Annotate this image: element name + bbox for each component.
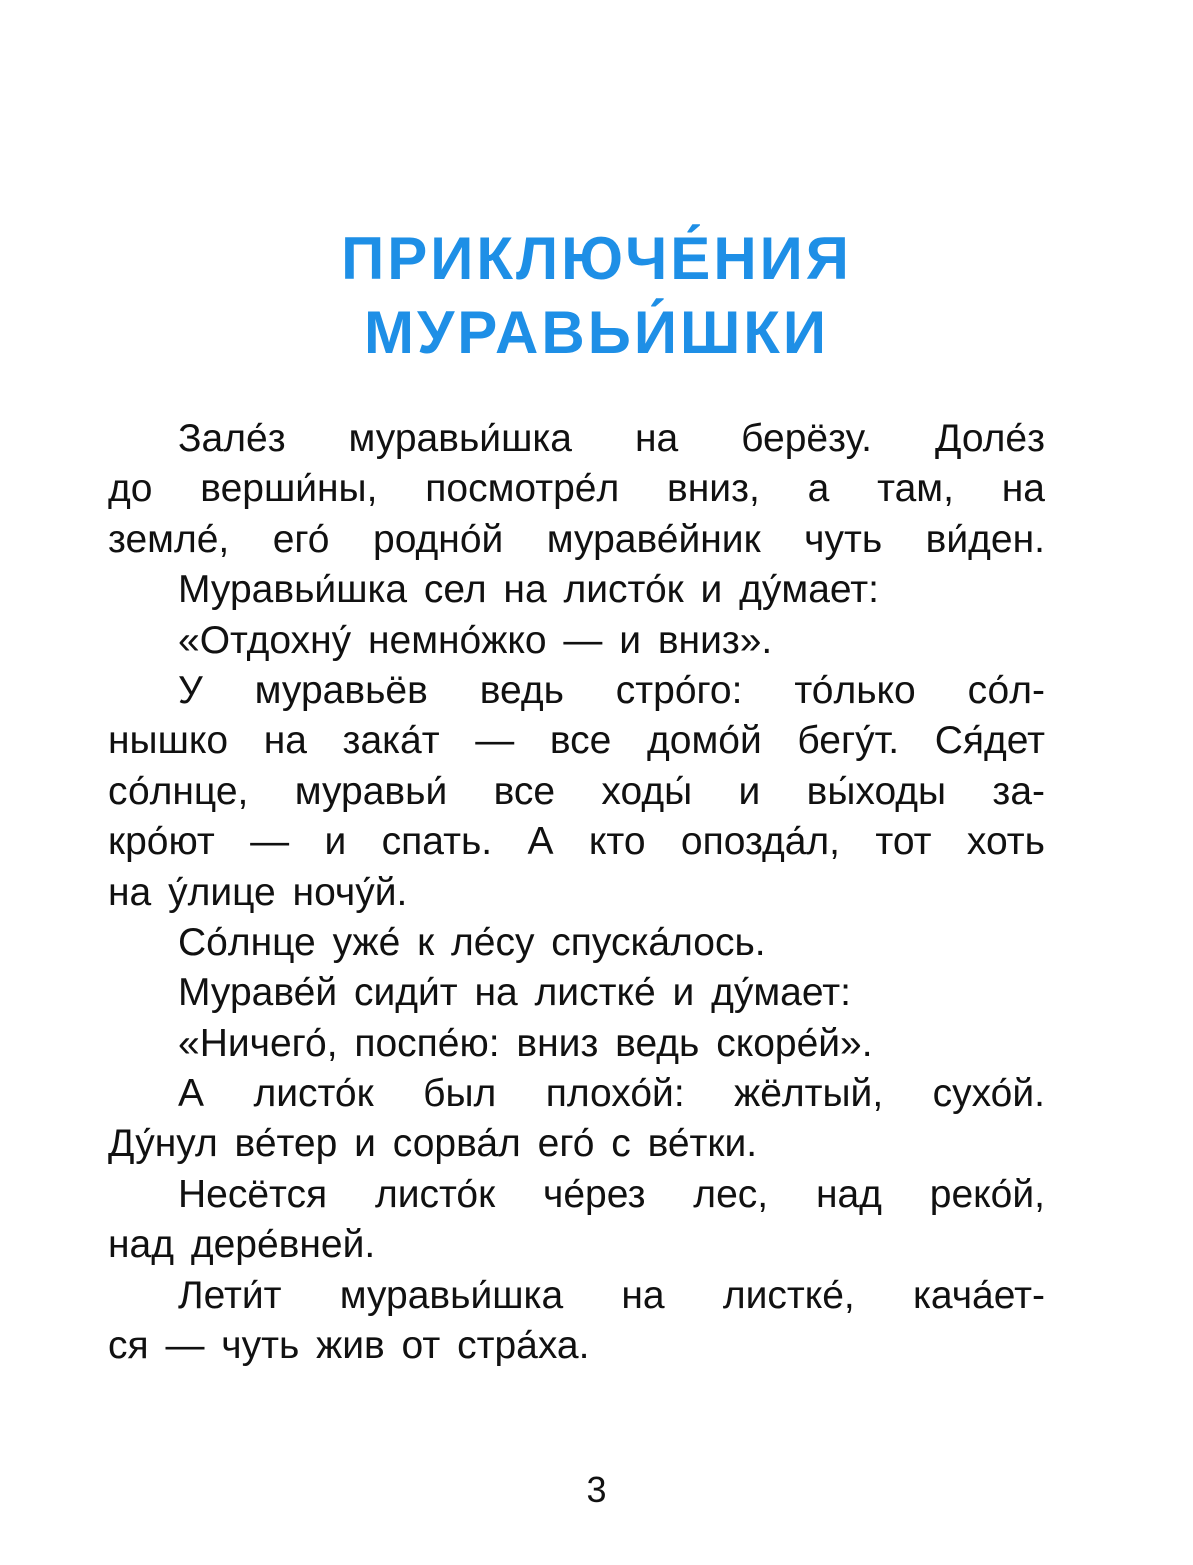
story-line: А листо́к был плохо́й: жёлтый, сухо́й. [178,1072,1045,1116]
story-line: над дере́вней. [108,1223,376,1267]
story-line: земле́, его́ родно́й мураве́йник чуть ви́ден. [108,517,1045,561]
story-line: со́лнце, муравьи́ все ходы́ и вы́ходы за- [108,769,1045,813]
story-line: нышко на зака́т — все домо́й бегу́т. Ся́дет [108,719,1045,763]
chapter-title [0,222,1193,370]
story-line: Муравьи́шка сел на листо́к и ду́мает: [178,568,879,612]
story-line: «Ничего́, поспе́ю: вниз ведь скоре́й». [178,1021,873,1065]
story-line: «Отдохну́ немно́жко — и вниз». [178,618,773,662]
story-line: Лети́т муравьи́шка на листке́, кача́ет- [178,1273,1045,1317]
page-number: 3 [586,1469,607,1510]
story-line: Зале́з муравьи́шка на берёзу. Доле́з [178,417,1045,460]
story-line: Ду́нул ве́тер и сорва́л его́ с ве́тки. [108,1122,758,1166]
chapter-title-line-1: ПРИКЛЮЧЕ́НИЯ [341,225,852,292]
story-text [108,414,1045,1371]
story-line: Со́лнце уже́ к ле́су спуска́лось. [178,920,766,964]
story-line: Мураве́й сиди́т на листке́ и ду́мает: [178,971,851,1015]
story-line: У муравьёв ведь стро́го: то́лько со́л- [178,668,1045,712]
story-line: кро́ют — и спать. А кто опозда́л, тот хоть [108,820,1045,864]
chapter-title-line-2: МУРАВЬИ́ШКИ [364,299,829,366]
story-line: до верши́ны, посмотре́л вниз, а там, на [108,467,1045,511]
story-line: ся — чуть жив от стра́ха. [108,1324,590,1368]
story-line: на у́лице ночу́й. [108,870,408,914]
story-line: Несётся листо́к че́рез лес, над реко́й, [178,1172,1045,1216]
